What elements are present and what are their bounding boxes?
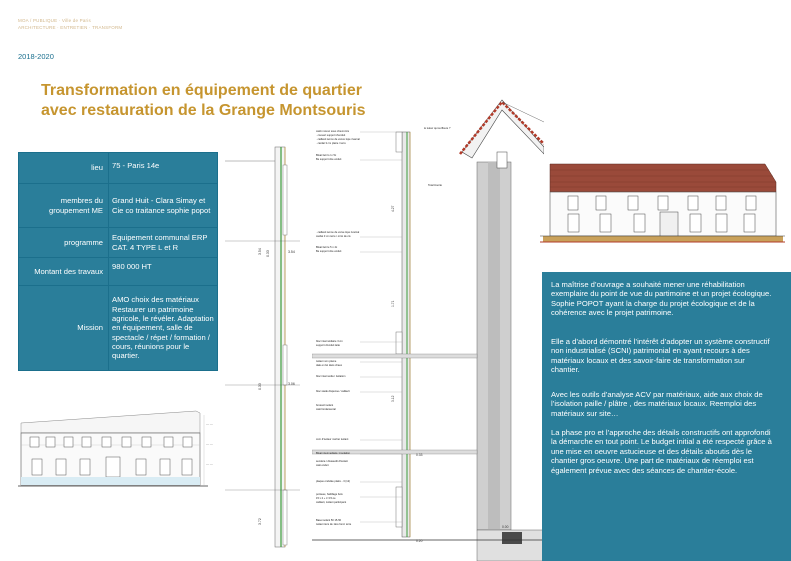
header-breadcrumb [18,17,122,31]
annot-19: Bloat intermediaire 1 isolation [316,452,351,455]
annot-9: Be support dne enduit [316,250,342,253]
info-label-montant: Montant des travaux [19,258,109,286]
annot-16: bruteurt isolant [316,404,334,407]
annot-3: · cardat 3 cm platre / terre [316,142,346,145]
header-line-2: ARCHITECTURE · ENTRETIEN · TRANSFORM [18,25,123,30]
page-title: Transformation en équipement de quartier avec restauration de la Grange Montsouris [41,82,366,119]
info-value-programme: Equipement communal ERP CAT. 4 TYPE L et R [109,228,218,258]
section-dim-3: 3.12 [391,395,395,402]
info-row-programme [19,228,218,258]
description-paragraph-2: Elle a d’abord démontré l’intérêt d’adopter un système constructif non industrialisé (SCNI) patrimonial en ayant recours à des matériaux locaux et des savoir-faire de transformation sur chantier. [551,337,770,375]
dim-label-1: 3.54 [258,248,262,255]
section-dim-5: 0.20 [416,539,423,543]
info-row-lieu [19,153,218,184]
description-paragraph-3: Avec les outils d’analyse ACV par matériaux, aide aux choix de l’isolation paille / plâtre , des matériaux locaux. Reemploi des matériaux sur site… [551,390,763,418]
header-line-1: MOA / PUBLIQUE · Ville de Paris [18,18,91,23]
info-row-montant [19,258,218,286]
annot-18: corn d'isolaur mortier isolant [316,438,349,441]
info-value-mission: AMO choix des matériaux Restaurer un patrimoine agricole, le révéler. Adaptation en équipement, salle de spectacle / répet / formation / cours, réunions pour le quartier. [109,286,218,371]
wall-section-drawing [225,145,305,550]
section-dim-6: 0.00 [502,525,509,529]
description-paragraph-4: La phase pro et l’approche des détails constructifs ont approfondi la démarche en tout point. Le budget initial a été respecté grâce à une mise en oeuvre astucieuse et des détails aboutis dès le chantier gros oeuvre. Une part de matériaux de réemploi est également prévue avec des séances de chantier-école. [551,428,772,475]
info-value-montant: 980 000 HT [109,258,218,286]
annot-27: isolant tiers de 1ère fond. terre [316,523,352,526]
total-label: Total lcoorte [428,184,442,187]
annot-8: Bloat faci le 5 n 4c [316,246,338,249]
annot-20: sendera / dissaudit d'isolant [316,460,348,463]
section-dim-1: 4.27 [391,205,395,212]
info-value-membres: Grand Huit - Clara Simay et Cie co traitance sophie popot [109,184,218,228]
annot-17: calé fondamental [316,408,336,411]
info-label-membres: membres du groupement ME [19,184,109,228]
svg-text:— —: — — [206,422,213,426]
annot-2: · caillavit isomo de vence lope rivarnal [316,138,360,141]
section-dim-2: 1.71 [391,300,395,307]
annot-21: calé enduit [316,464,329,467]
annot-25: caillavit, isolant participant [316,501,347,504]
gable-note: le tuleur qui surfloure ? [424,127,451,130]
description-paragraph-1: La maîtrise d’ouvrage a souhaité mener une réhabilitation exemplaire du point de vue du partimoine et un projet écologique. Sophie POPOT ayant la charge du projet écologique et de la cohérence avec le projet patrimoine. [551,280,772,318]
annot-10: bloc intermédiaire 3 cm [316,340,343,343]
annot-4: Bloat faci lo l.x 5c [316,154,337,157]
info-label-mission: Mission [19,286,109,371]
annot-7: cardat 3 cm terre / orrot de cis [316,235,351,238]
annot-15: bloc stade dispense / caillavit [316,390,350,393]
section-dim-4: 0.33 [416,453,423,457]
info-value-lieu: 75 - Paris 14e [109,153,218,184]
annot-26: Base isolant 50 15-50 [316,519,342,522]
project-year: 2018-2020 [18,52,54,61]
annot-22: plaque ondulée platre - 3 (12) [316,480,351,483]
annot-14: bloc intermedia / Isolation [316,375,346,378]
info-row-mission [19,286,218,371]
annot-23: ponteau, habillage bois [316,493,343,496]
annot-1: · couvert support d'enduit [316,134,346,137]
detail-section-drawing [312,92,544,561]
info-label-lieu: lieu [19,153,109,184]
info-label-programme: programme [19,228,109,258]
svg-text:— —: — — [206,462,213,466]
facade-elevation-drawing [540,152,785,256]
dim-label-2: 0.33 [266,250,270,257]
project-info-table [18,152,218,371]
dim-label-6: 3.72 [258,518,262,525]
dim-label-4: 0.33 [258,383,262,390]
svg-text:— —: — — [206,442,213,446]
dim-label-3: 3.54 [288,250,295,254]
annot-0: calcin retour sous chevronris [316,130,350,133]
info-row-membres [19,184,218,228]
small-elevation-drawing [18,405,223,505]
annot-13: dale en bé dans chaux [316,364,343,367]
annot-11: support d'enduit latte [316,344,340,347]
annot-5: Be support dne enduit [316,158,342,161]
annot-24: 15 x 2 + tr 3.5 oe [316,497,336,500]
annot-12: isolant non plame [316,360,337,363]
dim-label-5: 3.06 [288,382,295,386]
annot-6: · caillavit isome de verse lope rivarnal [316,231,360,234]
